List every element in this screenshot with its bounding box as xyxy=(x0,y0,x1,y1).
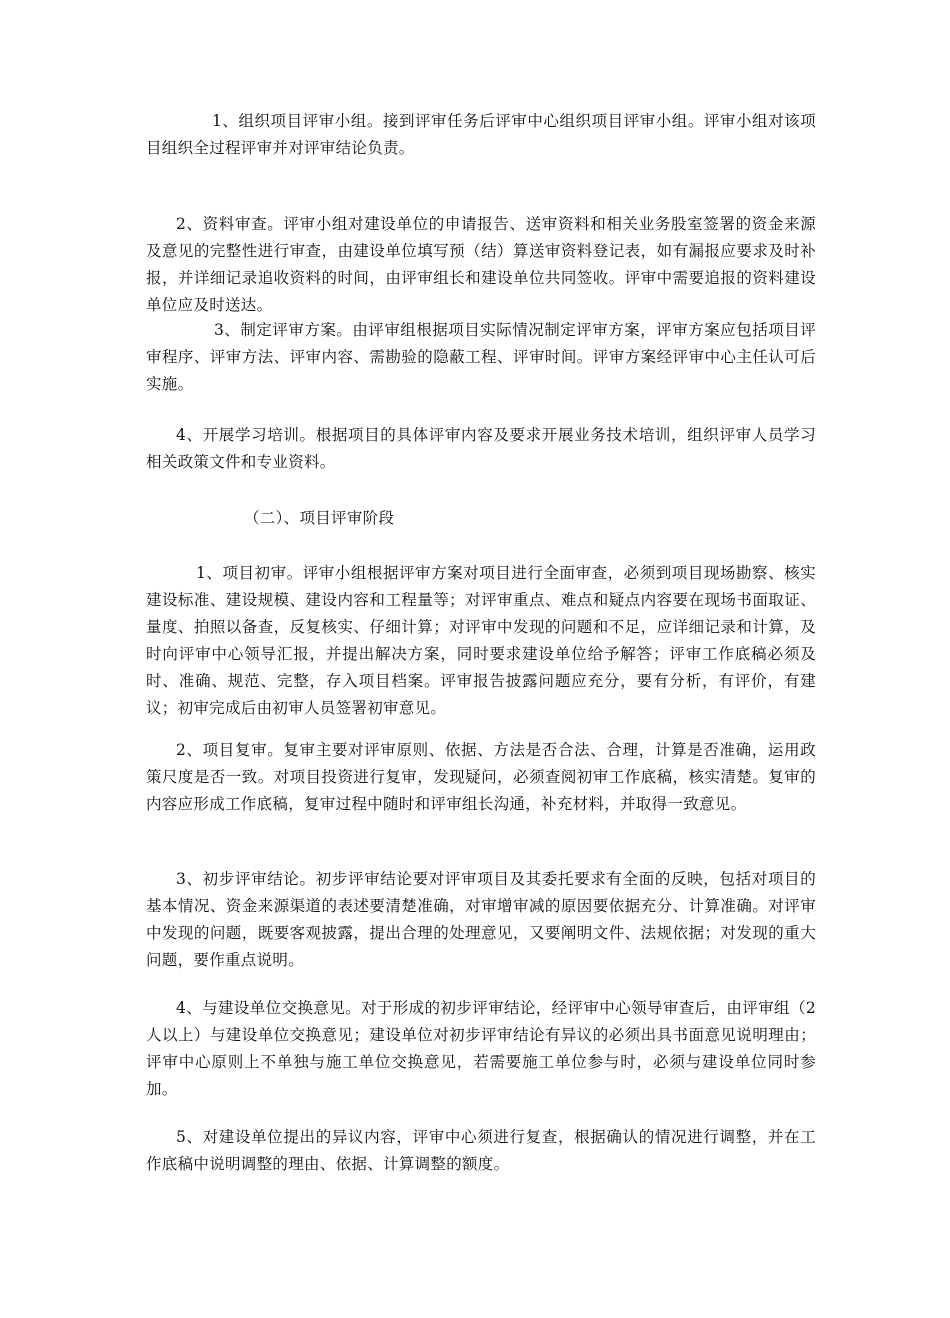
paragraph-4-training: 4、开展学习培训。根据项目的具体评审内容及要求开展业务技术培训，组织评审人员学习相关政策文件和专业资料。 xyxy=(146,426,816,471)
paragraph-5-initial-review: 1、项目初审。评审小组根据评审方案对项目进行全面审查，必须到项目现场勘察、核实建设标准、建设规模、建设内容和工程量等；对评审重点、难点和疑点内容要在现场书面取证、量度、拍照以备查，反复核实、仔细计算；对评审中发现的问题和不足，应详细记录和计算，及时向评审中心领导汇报，并提出解决方案，同时要求建设单位给予解答；评审工作底稿必须及时、准确、规范、完整，存入项目档案。评审报告披露问题应充分，要有分析，有评价，有建议；初审完成后由初审人员签署初审意见。 xyxy=(146,564,816,717)
paragraph-7-preliminary-conclusion: 3、初步评审结论。初步评审结论要对评审项目及其委托要求有全面的反映，包括对项目的基本情况、资金来源渠道的表述要清楚准确，对审增审减的原因要依据充分、计算准确。对评审中发现的问题，既要客观披露，提出合理的处理意见，又要阐明文件、法规依据；对发现的重大问题，要作重点说明。 xyxy=(146,870,816,969)
section-heading-review-stage: （二）、项目评审阶段 xyxy=(244,509,395,527)
paragraph-8-exchange-opinions: 4、与建设单位交换意见。对于形成的初步评审结论，经评审中心领导审查后，由评审组（2人以上）与建设单位交换意见；建设单位对初步评审结论有异议的必须出具书面意见说明理由；评审中心原则上不单独与施工单位交换意见，若需要施工单位参与时，必须与建设单位同时参加。 xyxy=(146,999,816,1098)
paragraph-3-review-plan: 3、制定评审方案。由评审组根据项目实际情况制定评审方案，评审方案应包括项目评审程序、评审方法、评审内容、需勘验的隐蔽工程、评审时间。评审方案经评审中心主任认可后实施。 xyxy=(146,321,816,393)
paragraph-2-material-review: 2、资料审查。评审小组对建设单位的申请报告、送审资料和相关业务股室签署的资金来源及意见的完整性进行审查，由建设单位填写预（结）算送审资料登记表，如有漏报应要求及时补报，并详细记录追收资料的时间，由评审组长和建设单位共同签收。评审中需要追报的资料建设单位应及时送达。 xyxy=(146,215,816,314)
paragraph-1-organize-review-team: 1、组织项目评审小组。接到评审任务后评审中心组织项目评审小组。评审小组对该项目组织全过程评审并对评审结论负责。 xyxy=(146,112,816,157)
paragraph-9-objection-handling: 5、对建设单位提出的异议内容，评审中心须进行复查，根据确认的情况进行调整，并在工作底稿中说明调整的理由、依据、计算调整的额度。 xyxy=(146,1128,816,1173)
paragraph-6-second-review: 2、项目复审。复审主要对评审原则、依据、方法是否合法、合理，计算是否准确，运用政策尺度是否一致。对项目投资进行复审，发现疑问，必须查阅初审工作底稿，核实清楚。复审的内容应形成工作底稿，复审过程中随时和评审组长沟通，补充材料，并取得一致意见。 xyxy=(146,741,816,813)
